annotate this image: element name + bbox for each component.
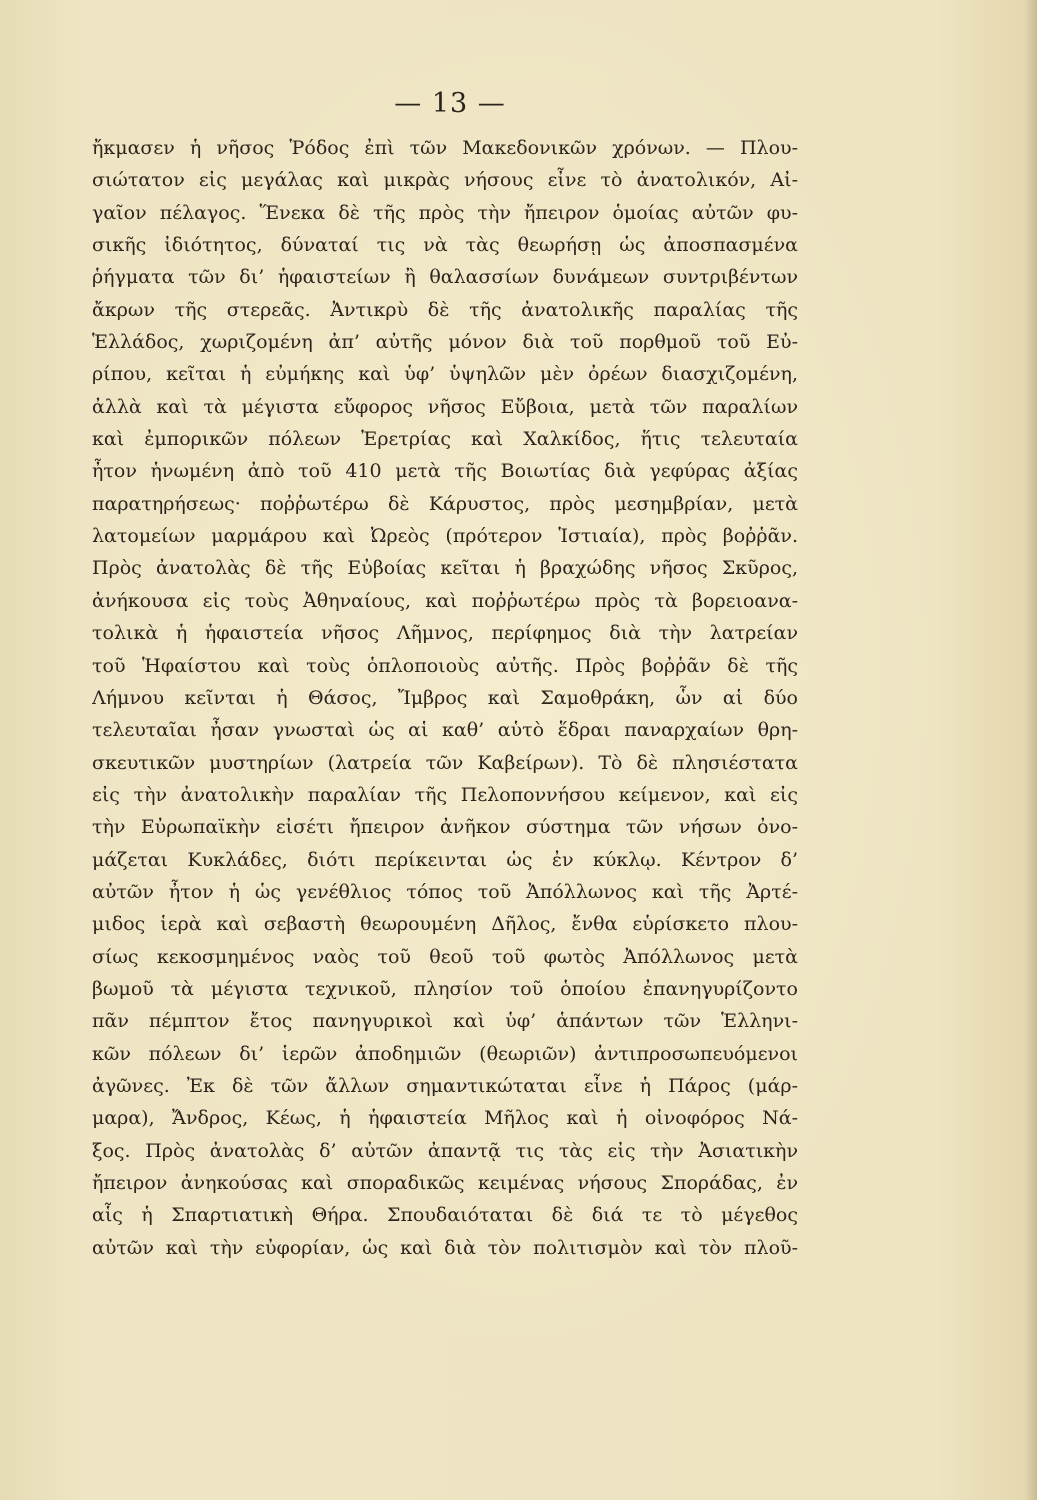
text-line: πᾶν πέμπτον ἔτος πανηγυρικοὶ καὶ ὑφ’ ἁπάντων τῶν Ἑλληνι- <box>92 1010 798 1033</box>
text-line: Ἑλλάδος, χωριζομένη ἀπ’ αὐτῆς μόνον διὰ τοῦ πορθμοῦ τοῦ Εὐ- <box>92 331 798 354</box>
text-line: τοῦ Ἡφαίστου καὶ τοὺς ὁπλοποιοὺς αὐτῆς. Πρὸς βοῤῥᾶν δὲ τῆς <box>92 654 798 677</box>
text-line: αὐτῶν καὶ τὴν εὐφορίαν, ὡς καὶ διὰ τὸν πολιτισμὸν καὶ τὸν πλοῦ- <box>92 1236 798 1259</box>
text-line: τελευταῖαι ἦσαν γνωσταὶ ὡς αἱ καθ’ αὑτὸ ἕδραι παναρχαίων θρη- <box>92 719 798 742</box>
text-line: σκευτικῶν μυστηρίων (λατρεία τῶν Καβείρων). Τὸ δὲ πλησιέστατα <box>92 751 798 774</box>
text-line: μιδος ἱερὰ καὶ σεβαστὴ θεωρουμένη Δῆλος, ἔνθα εὑρίσκετο πλου- <box>92 913 798 936</box>
text-line: Πρὸς ἀνατολὰς δὲ τῆς Εὐβοίας κεῖται ἡ βραχώδης νῆσος Σκῦρος, <box>92 557 798 580</box>
text-line: ἀγῶνες. Ἐκ δὲ τῶν ἄλλων σημαντικώταται εἶνε ἡ Πάρος (μάρ- <box>92 1074 798 1097</box>
text-line: εἰς τὴν ἀνατολικὴν παραλίαν τῆς Πελοποννήσου κείμενον, καὶ εἰς <box>92 783 798 806</box>
text-line: αἷς ἡ Σπαρτιατικὴ Θήρα. Σπουδαιόταται δὲ διά τε τὸ μέγεθος <box>92 1204 798 1227</box>
text-line: ξος. Πρὸς ἀνατολὰς δ’ αὐτῶν ἀπαντᾷ τις τὰς εἰς τὴν Ἀσιατικὴν <box>92 1139 798 1162</box>
text-line: ἄκρων τῆς στερεᾶς. Ἀντικρὺ δὲ τῆς ἀνατολικῆς παραλίας τῆς <box>92 298 798 321</box>
text-line: λατομείων μαρμάρου καὶ Ὠρεὸς (πρότερον Ἱστιαία), πρὸς βοῤῥᾶν. <box>92 525 798 548</box>
text-line: βωμοῦ τὰ μέγιστα τεχνικοῦ, πλησίον τοῦ ὁποίου ἐπανηγυρίζοντο <box>92 977 798 1000</box>
text-line: κῶν πόλεων δι’ ἱερῶν ἀποδημιῶν (θεωριῶν) ἀντιπροσωπευόμενοι <box>92 1042 798 1065</box>
text-line: σίως κεκοσμημένος ναὸς τοῦ θεοῦ τοῦ φωτὸς Ἀπόλλωνος μετὰ <box>92 945 798 968</box>
text-line: μαρα), Ἄνδρος, Κέως, ἡ ἡφαιστεία Μῆλος καὶ ἡ οἰνοφόρος Νά- <box>92 1107 798 1130</box>
body-text <box>92 132 798 1264</box>
text-line: αὐτῶν ἦτον ἡ ὡς γενέθλιος τόπος τοῦ Ἀπόλλωνος καὶ τῆς Ἀρτέ- <box>92 880 798 903</box>
text-line: τολικὰ ἡ ἡφαιστεία νῆσος Λῆμνος, περίφημος διὰ τὴν λατρείαν <box>92 622 798 645</box>
text-line: ἤκμασεν ἡ νῆσος Ῥόδος ἐπὶ τῶν Μακεδονικῶν χρόνων. — Πλου- <box>92 137 798 159</box>
text-line: τὴν Εὐρωπαϊκὴν εἰσέτι ἤπειρον ἀνῆκον σύστημα τῶν νήσων ὀνο- <box>92 816 798 839</box>
text-line: μάζεται Κυκλάδες, διότι περίκεινται ὡς ἐν κύκλῳ. Κέντρον δ’ <box>92 848 798 871</box>
text-line: ρίπου, κεῖται ἡ εὐμήκης καὶ ὑφ’ ὑψηλῶν μὲν ὀρέων διασχιζομένη, <box>92 363 798 386</box>
text-line: σικῆς ἰδιότητος, δύναταί τις νὰ τὰς θεωρήσῃ ὡς ἀποσπασμένα <box>92 234 798 257</box>
text-line: ἤπειρον ἀνηκούσας καὶ σποραδικῶς κειμένας νήσους Σποράδας, ἐν <box>92 1172 798 1194</box>
text-line: παρατηρήσεως· ποῤῥωτέρω δὲ Κάρυστος, πρὸς μεσημβρίαν, μετὰ <box>92 492 798 515</box>
text-line: Λήμνου κεῖνται ἡ Θάσος, Ἴμβρος καὶ Σαμοθράκη, ὧν αἱ δύο <box>92 686 798 709</box>
page-edge-shadow <box>1025 0 1037 1500</box>
text-line: ἀλλὰ καὶ τὰ μέγιστα εὔφορος νῆσος Εὔβοια, μετὰ τῶν παραλίων <box>92 395 798 418</box>
page-number: — 13 — <box>394 88 506 119</box>
text-line: ἦτον ἡνωμένη ἀπὸ τοῦ 410 μετὰ τῆς Βοιωτίας διὰ γεφύρας ἀξίας <box>92 460 798 483</box>
text-line: γαῖον πέλαγος. Ἕνεκα δὲ τῆς πρὸς τὴν ἤπειρον ὁμοίας αὐτῶν φυ- <box>92 201 798 224</box>
text-line: ῥήγματα τῶν δι’ ἡφαιστείων ἢ θαλασσίων δυνάμεων συντριβέντων <box>92 266 798 289</box>
text-line: ἀνήκουσα εἰς τοὺς Ἀθηναίους, καὶ ποῤῥωτέρω πρὸς τὰ βορειοανα- <box>92 589 798 612</box>
text-line: καὶ ἐμπορικῶν πόλεων Ἐρετρίας καὶ Χαλκίδος, ἥτις τελευταία <box>92 428 798 451</box>
text-line: σιώτατον εἰς μεγάλας καὶ μικρὰς νήσους εἶνε τὸ ἀνατολικόν, Αἰ- <box>92 169 798 192</box>
